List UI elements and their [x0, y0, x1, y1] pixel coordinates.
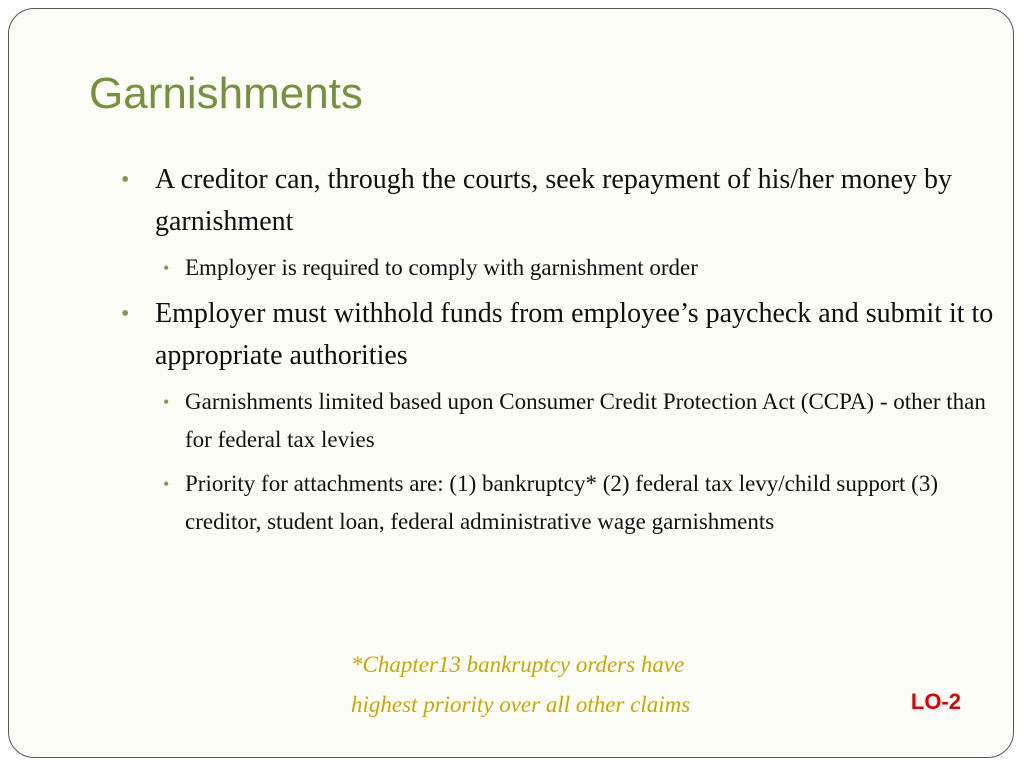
sub-bullet-item: [119, 383, 999, 459]
bullet-text: Employer is required to comply with garnishment order: [185, 255, 698, 280]
bullet-icon: •: [121, 301, 130, 327]
bullet-item: [119, 293, 999, 377]
bullet-text: Garnishments limited based upon Consumer Credit Protection Act (CCPA) - other than for federal tax levies: [185, 389, 986, 452]
bullet-item: [119, 159, 999, 243]
slide-frame: [8, 8, 1014, 758]
bullet-text: A creditor can, through the courts, seek repayment of his/her money by garnishment: [155, 164, 952, 237]
learning-objective-label: LO-2: [910, 689, 961, 714]
bullet-text: Employer must withhold funds from employee’s paycheck and submit it to appropriate authorities: [155, 298, 994, 371]
bullet-text: Priority for attachments are: (1) bankruptcy* (2) federal tax levy/child support (3) creditor, student loan, federal administrative wage garnishments: [185, 471, 938, 534]
bullet-list: [119, 159, 999, 547]
bullet-icon: •: [121, 167, 130, 193]
bullet-icon: •: [163, 474, 170, 494]
footnote-line: highest priority over all other claims: [351, 692, 691, 717]
footnote-line: *Chapter13 bankruptcy orders have: [351, 652, 685, 677]
bullet-icon: •: [163, 258, 170, 278]
slide-title: Garnishments: [89, 69, 363, 118]
bullet-icon: •: [163, 392, 170, 412]
footnote: [351, 645, 690, 725]
sub-bullet-item: [119, 249, 999, 287]
sub-bullet-item: [119, 465, 999, 541]
